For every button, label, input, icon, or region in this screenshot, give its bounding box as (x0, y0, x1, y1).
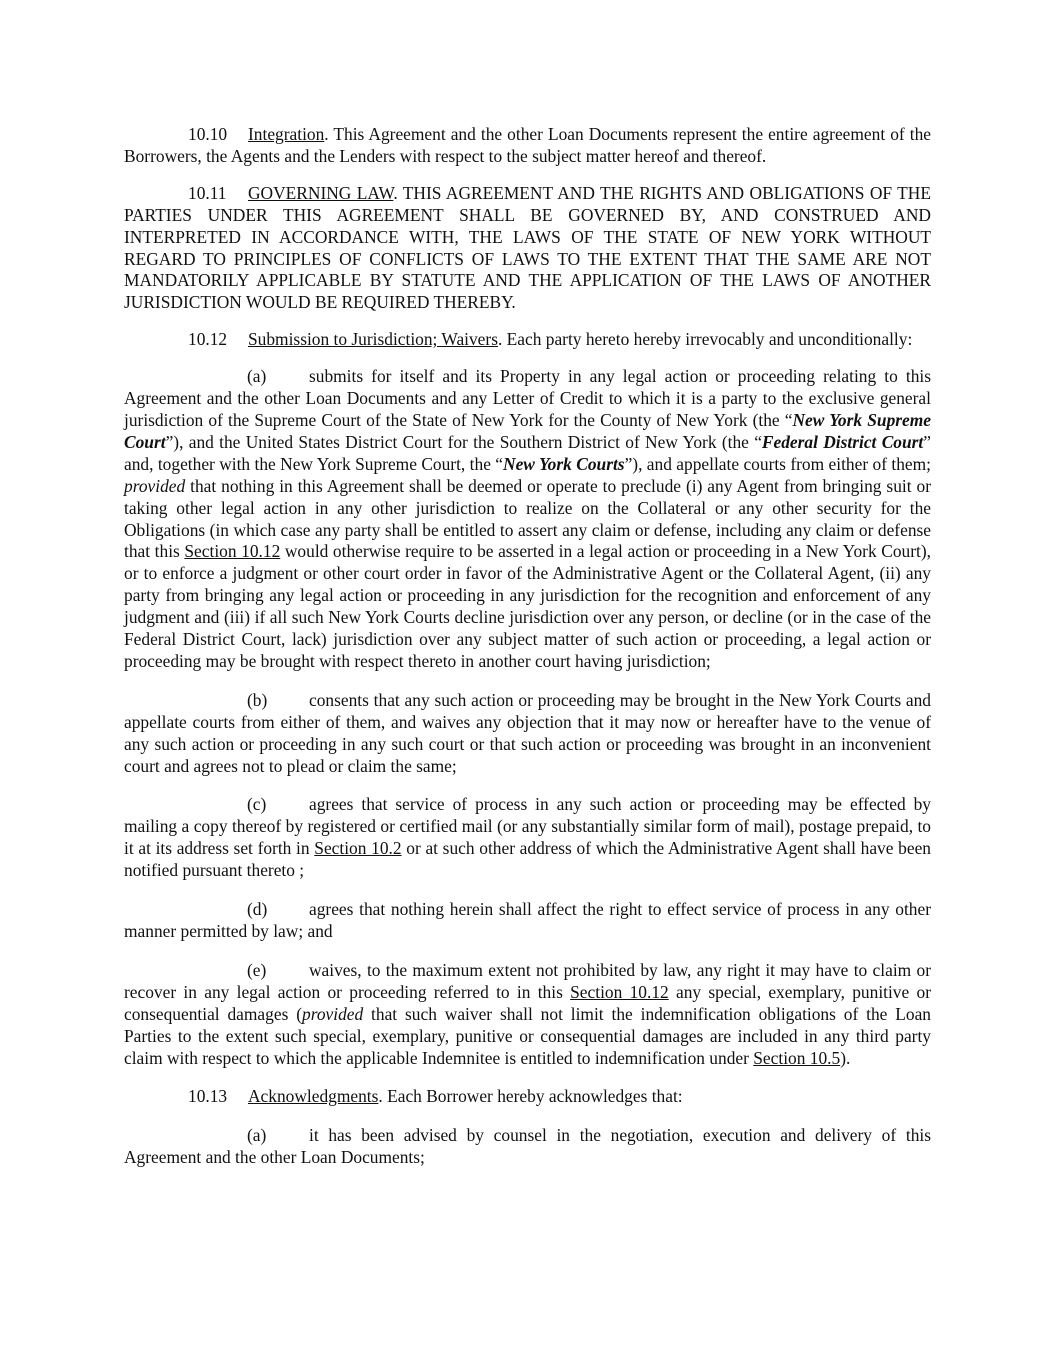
clause-text: agrees that nothing herein shall affect the right to effect service of process in any other manner permitted by law; and (124, 899, 931, 941)
clause-10-12-a (124, 366, 931, 673)
clause-text: agrees that service of process in any such action or proceeding may be effected by mailing a copy thereof by registered or certified mail (or any substantially similar form of mail), postage prepaid, to it at its address set forth in (124, 794, 931, 859)
section-reference: Section 10.12 (570, 981, 669, 1002)
section-title: Acknowledgments (248, 1086, 379, 1107)
section-number: 10.11 (188, 182, 227, 203)
clause-text: ”), and the United States District Court for the Southern District of New York (the “ (165, 431, 762, 452)
section-text: . Each Borrower hereby acknowledges that: (378, 1086, 683, 1107)
clause-label: (c) (247, 794, 267, 815)
section-10-12 (124, 329, 931, 351)
document-body (124, 124, 931, 1184)
clause-10-13-a (124, 1125, 931, 1169)
clause-10-12-c (124, 794, 931, 882)
clause-label: (b) (247, 689, 268, 710)
section-title: Submission to Jurisdiction; Waivers (248, 329, 498, 350)
section-title: GOVERNING LAW (248, 182, 394, 203)
section-text: . Each party hereto hereby irrevocably and unconditionally: (497, 329, 913, 350)
section-number: 10.12 (188, 329, 228, 350)
clause-label: (d) (247, 899, 268, 920)
section-text: . This Agreement and the other Loan Documents represent the entire agreement of the Borrowers, the Agents and the Lenders with respect to the subject matter hereof and thereof. (124, 124, 931, 166)
clause-10-12-d (124, 899, 931, 943)
section-10-10 (124, 124, 931, 168)
defined-term: New York Courts (503, 453, 625, 474)
clause-text: that such waiver shall not limit the indemnification obligations of the Loan Parties to the extent such special, exemplary, punitive or consequential damages are included in any third party claim with respect to which the applicable Indemnitee is entitled to indemnification under (124, 1003, 931, 1068)
section-reference: Section 10.5 (753, 1047, 841, 1068)
clause-10-12-e (124, 960, 931, 1070)
clause-text: ”), and appellate courts from either of them; (624, 453, 931, 474)
clause-text: ” and, together with the New York Supreme Court, the “ (124, 431, 931, 474)
clause-text: that nothing in this Agreement shall be deemed or operate to preclude (i) any Agent from bringing suit or taking other legal action in any other jurisdiction to realize on the Collateral or any other security for the Obligations (in which case any party shall be entitled to assert any claim or defense, including any claim or defense that this (124, 475, 931, 562)
clause-label: (a) (247, 1125, 267, 1146)
clause-text: consents that any such action or proceeding may be brought in the New York Courts and appellate courts from either of them, and waives any objection that it may now or hereafter have to the venue of any such action or proceeding in any such court or that such action or proceeding was brought in an inconvenient court and agrees not to plead or claim the same; (124, 689, 931, 776)
italic-term: provided (302, 1003, 364, 1024)
clause-text: any special, exemplary, punitive or consequential damages ( (124, 981, 931, 1024)
clause-text: would otherwise require to be asserted in a legal action or proceeding in a New York Court), or to enforce a judgment or other court order in favor of the Administrative Agent or the Collateral Agent, (ii) any party from bringing any legal action or proceeding in any jurisdiction for the recognition and enforcement of any judgment and (iii) if all such New York Courts decline jurisdiction over any person, or decline (or in the case of the Federal District Court, lack) jurisdiction over any subject matter of such action or proceeding, a legal action or proceeding may be brought with respect thereto in another court having jurisdiction; (124, 541, 932, 671)
clause-text: ). (840, 1047, 851, 1068)
clause-label: (a) (247, 366, 267, 387)
section-reference: Section 10.12 (184, 541, 281, 562)
section-10-13 (124, 1086, 931, 1108)
section-text: . THIS AGREEMENT AND THE RIGHTS AND OBLIGATIONS OF THE PARTIES UNDER THIS AGREEMENT SHALL BE GOVERNED BY, AND CONSTRUED AND INTERPRETED IN ACCORDANCE WITH, THE LAWS OF THE STATE OF NEW YORK WITHOUT REGARD TO PRINCIPLES OF CONFLICTS OF LAWS TO THE EXTENT THAT THE SAME ARE NOT MANDATORILY APPLICABLE BY STATUTE AND THE APPLICATION OF THE LAWS OF ANOTHER JURISDICTION WOULD BE REQUIRED THEREBY. (124, 182, 931, 313)
section-reference: Section 10.2 (314, 838, 402, 859)
clause-text: submits for itself and its Property in any legal action or proceeding relating to this Agreement and the other Loan Documents and any Letter of Credit to which it is a party to the exclusive general jurisdiction of the Supreme Court of the State of New York for the County of New York (the “ (124, 366, 931, 430)
clause-text: waives, to the maximum extent not prohibited by law, any right it may have to claim or recover in any legal action or proceeding referred to in this (124, 959, 931, 1002)
clause-label: (e) (247, 959, 267, 980)
clause-text: or at such other address of which the Administrative Agent shall have been notified pursuant thereto ; (124, 838, 931, 881)
clause-text: it has been advised by counsel in the negotiation, execution and delivery of this Agreement and the other Loan Documents; (124, 1125, 931, 1168)
italic-term: provided (124, 475, 186, 496)
section-title: Integration (248, 124, 325, 144)
defined-term: New York Supreme Court (124, 409, 931, 452)
section-number: 10.13 (188, 1086, 228, 1107)
defined-term: Federal District Court (761, 431, 924, 452)
section-number: 10.10 (188, 124, 228, 144)
clause-10-12-b (124, 690, 931, 778)
section-10-11 (124, 183, 931, 314)
